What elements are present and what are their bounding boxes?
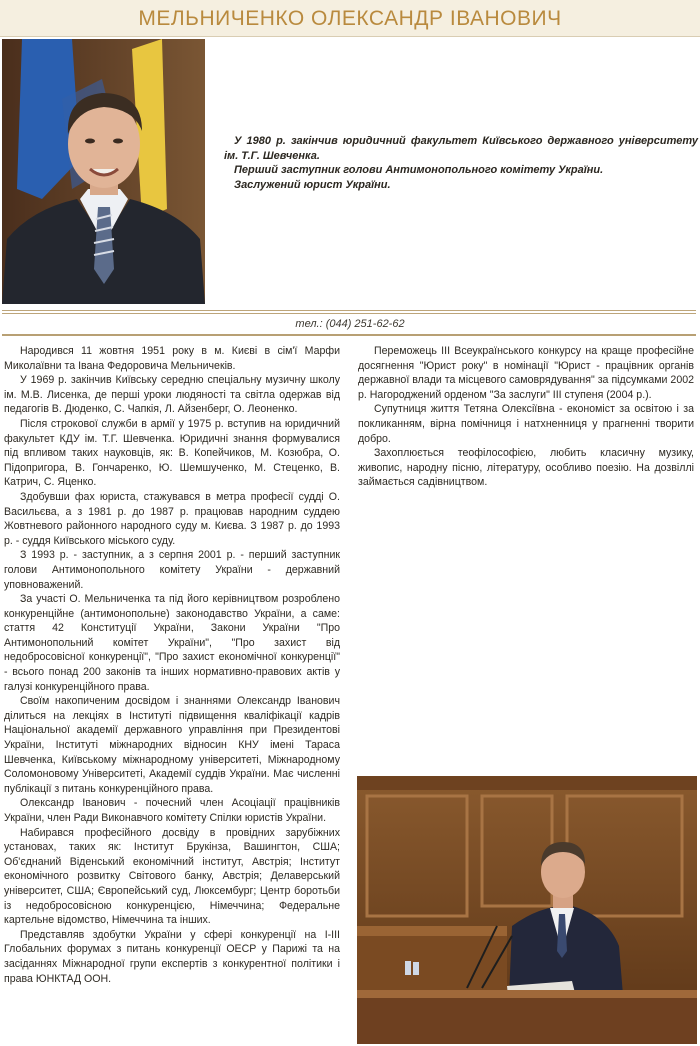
- paragraph: За участі О. Мельниченка та під його керівництвом розроблено конкуренційне (антимонопольне) законодавство України, а саме: стаття 42 Конституції України, Закони України "Про Антимонопольний комітет України", "Про захист від недобросовісної конкуренції", "Про захист економічної конкуренції" - всього понад 200 законів та інших нормативно-правових актів у галузі конкуренційного права.: [4, 593, 340, 693]
- podium-photo: [357, 776, 697, 1044]
- paragraph: У 1969 р. закінчив Київську середню спеціальну музичну школу ім. М.В. Лисенка, де перші уроки людяності та світла одержав від педагогів В. Дюденко, С. Чапкія, Л. Айзенберг, О. Леоненко.: [4, 374, 340, 416]
- paragraph: Супутниця життя Тетяна Олексіївна - економіст за освітою і за покликанням, вірна помічниця і натхненниця у прагненні творити добро.: [358, 403, 694, 445]
- title-banner: [0, 0, 700, 37]
- summary-education: У 1980 р. закінчив юридичний факультет Київського державного університету ім. Т.Г. Шевченка.: [224, 135, 698, 162]
- paragraph: Здобувши фах юриста, стажувався в метра професії судді О. Васильєва, а з 1981 р. до 1987 р. працював народним суддею Жовтневого районного народного суду м. Києва. З 1987 р. до 1993 р. - суддя Київського міського суду.: [4, 490, 340, 547]
- page-title: МЕЛЬНИЧЕНКО ОЛЕКСАНДР ІВАНОВИЧ: [138, 7, 562, 30]
- paragraph: Набирався професійного досвіду в провідних зарубіжних установах, таких як: Інститут Брукінза, Вашингтон, США; Об'єднаний Віденський економічний інститут, Австрія; Інститут економічного розвитку Світового банку, Австрія; Делаверський університет, США; Європейський суд, Люксембург; Центр боротьби із недобросовісною конкуренцією, Німеччина; Федеральне картельне відомство, Німеччина та інших.: [4, 826, 340, 927]
- paragraph: Після строкової служби в армії у 1975 р. вступив на юридичний факультет КДУ ім. Т.Г. Шевченка. Юридичні знання формувалися під впливом таких науковців, як: В. Копейчиков, М. Козюбра, О. Підопригора, В. Гончаренко, Ю. Шемшученко, М. Стеценко, В. Катрич, С. Яценко.: [4, 417, 340, 489]
- divider-top-secondary: [2, 313, 696, 314]
- divider-bottom: [2, 334, 696, 336]
- summary-honor: Заслужений юрист України.: [234, 178, 391, 191]
- paragraph: Переможець III Всеукраїнського конкурсу на краще професійне досягнення "Юрист року" в номінації "Юрист - працівник органів державної влади та місцевого самоврядування" за підсумками 2002 р. Нагороджений орденом "За заслуги" III ступеня (2004 р.).: [358, 345, 694, 401]
- summary-position: Перший заступник голови Антимонопольного комітету України.: [234, 164, 604, 176]
- paragraph: Олександр Іванович - почесний член Асоціації працівників України, член Ради Виконавчого комітету Спілки юристів України.: [4, 797, 340, 824]
- body-right-column: [358, 344, 694, 490]
- paragraph: Своїм накопиченим досвідом і знаннями Олександр Іванович ділиться на лекціях в Інституті підвищення кваліфікації кадрів Національної академії державного управління при Президентові України, Інституті міжнародних відносин КНУ імені Тараса Шевченка, Київському міжнародному університеті, Міжнародному Соломоновому Університеті, Академії суддів України. Має численні публікації з питань конкуренційного права.: [4, 695, 340, 795]
- paragraph: Народився 11 жовтня 1951 року в м. Києві в сім'ї Марфи Миколаївни та Івана Федоровича Мельничеків.: [4, 345, 340, 372]
- paragraph: Захоплюється теофілософією, любить класичну музику, живопис, народну пісню, літературу, особливо поезію. На дозвіллі займається садівництвом.: [358, 447, 694, 489]
- paragraph: З 1993 р. - заступник, а з серпня 2001 р. - перший заступник голови Антимонопольного комітету України - державний уповноважений.: [4, 549, 340, 591]
- phone-number: тел.: (044) 251-62-62: [295, 318, 405, 330]
- portrait-photo: [2, 39, 205, 304]
- divider-top: [2, 310, 696, 311]
- body-left-column: [4, 344, 340, 986]
- summary-block: [224, 134, 698, 192]
- paragraph: Представляв здобутки України у сфері конкуренції на I-III Глобальних форумах з питань конкуренції ОЕСР у Парижі та на засіданнях Міжнародної групи експертів з конкурентної політики і права ЮНКТАД ООН.: [4, 928, 340, 985]
